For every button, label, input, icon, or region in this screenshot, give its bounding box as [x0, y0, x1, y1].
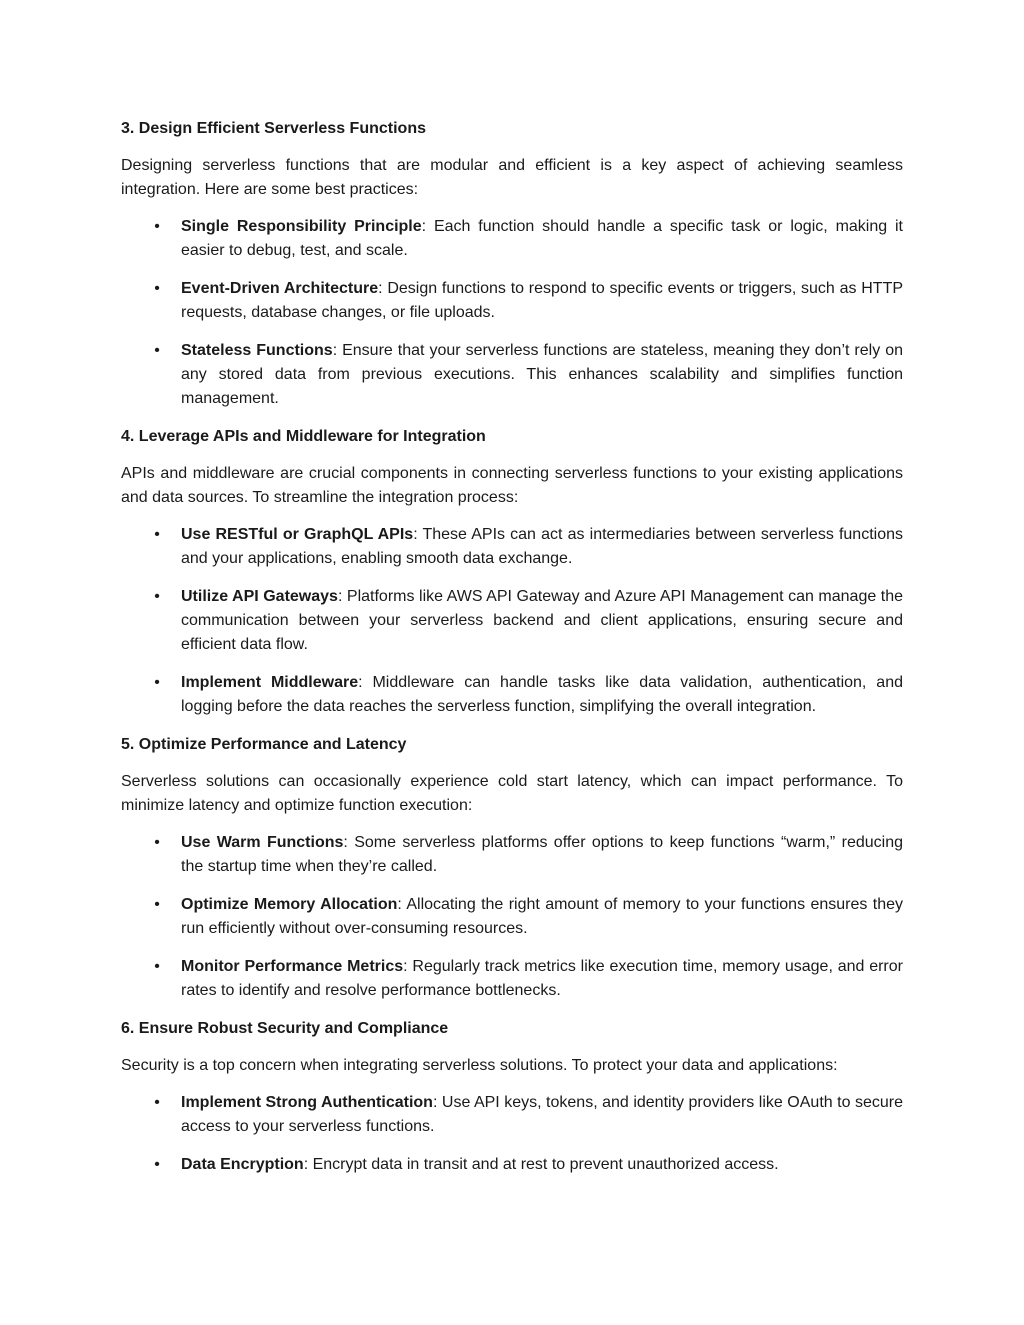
bullet-icon: •: [154, 674, 160, 691]
item-text: : Ensure that your serverless functions are stateless, meaning they don’t rely on any stored data from previous executions. This enhances scalability and simplifies function management.: [181, 342, 903, 407]
section-heading: 4. Leverage APIs and Middleware for Integration: [121, 428, 486, 445]
list-item: [121, 671, 903, 719]
bullet-icon: •: [154, 896, 160, 913]
section-intro: Security is a top concern when integrating serverless solutions. To protect your data and applications:: [121, 1057, 838, 1074]
section-heading: 5. Optimize Performance and Latency: [121, 736, 407, 753]
list-item: [121, 523, 903, 571]
bullet-icon: •: [154, 526, 160, 543]
list-item: [121, 215, 903, 263]
item-term: Single Responsibility Principle: [181, 218, 422, 235]
section-heading: 3. Design Efficient Serverless Functions: [121, 120, 426, 137]
item-text: : Allocating the right amount of memory to your functions ensures they run efficiently without over-consuming resources.: [181, 896, 903, 937]
item-text: : These APIs can act as intermediaries between serverless functions and your applications, enabling smooth data exchange.: [181, 526, 904, 567]
bullet-list: [121, 215, 903, 411]
bullet-icon: •: [154, 218, 160, 235]
list-item: [121, 831, 903, 879]
bullet-list: [121, 1091, 903, 1177]
item-text: : Use API keys, tokens, and identity providers like OAuth to secure access to your serverless functions.: [181, 1094, 904, 1135]
bullet-icon: •: [154, 1156, 160, 1173]
list-item: [121, 955, 903, 1003]
list-item: [121, 277, 903, 325]
item-text: : Regularly track metrics like execution time, memory usage, and error rates to identify and resolve performance bottlenecks.: [181, 958, 903, 999]
item-text: : Encrypt data in transit and at rest to prevent unauthorized access.: [303, 1156, 779, 1173]
item-text: : Design functions to respond to specific events or triggers, such as HTTP requests, database changes, or file uploads.: [181, 280, 904, 321]
item-term: Stateless Functions: [181, 342, 333, 359]
section-intro: Designing serverless functions that are modular and efficient is a key aspect of achieving seamless integration. Here are some best practices:: [121, 157, 903, 198]
item-term: Use Warm Functions: [181, 834, 344, 851]
list-item: [121, 1153, 903, 1177]
list-item: [121, 893, 903, 941]
item-term: Optimize Memory Allocation: [181, 896, 398, 913]
bullet-icon: •: [154, 834, 160, 851]
list-item: [121, 585, 903, 657]
item-term: Event-Driven Architecture: [181, 280, 379, 297]
bullet-list: [121, 831, 903, 1003]
item-term: Data Encryption: [181, 1156, 304, 1173]
document-page: [121, 117, 903, 1191]
bullet-icon: •: [154, 1094, 160, 1111]
item-term: Monitor Performance Metrics: [181, 958, 404, 975]
item-term: Implement Middleware: [181, 674, 359, 691]
section-performance-latency: [121, 733, 903, 1003]
item-term: Implement Strong Authentication: [181, 1094, 433, 1111]
list-item: [121, 339, 903, 411]
section-security-compliance: [121, 1017, 903, 1177]
item-text: : Some serverless platforms offer options to keep functions “warm,” reducing the startup time when they’re called.: [181, 834, 903, 875]
section-apis-middleware: [121, 425, 903, 719]
item-term: Utilize API Gateways: [181, 588, 338, 605]
section-intro: Serverless solutions can occasionally experience cold start latency, which can impact performance. To minimize latency and optimize function execution:: [121, 773, 903, 814]
section-heading: 6. Ensure Robust Security and Compliance: [121, 1020, 449, 1037]
bullet-icon: •: [154, 280, 160, 297]
item-text: : Middleware can handle tasks like data validation, authentication, and logging before the data reaches the serverless function, simplifying the overall integration.: [181, 674, 904, 715]
item-term: Use RESTful or GraphQL APIs: [181, 526, 414, 543]
bullet-icon: •: [154, 958, 160, 975]
bullet-list: [121, 523, 903, 719]
section-intro: APIs and middleware are crucial components in connecting serverless functions to your existing applications and data sources. To streamline the integration process:: [121, 465, 903, 506]
section-design-functions: [121, 117, 903, 411]
item-text: : Platforms like AWS API Gateway and Azure API Management can manage the communication between your serverless backend and client applications, ensuring secure and efficient data flow.: [181, 588, 903, 653]
item-text: : Each function should handle a specific task or logic, making it easier to debug, test, and scale.: [181, 218, 904, 259]
bullet-icon: •: [154, 588, 160, 605]
list-item: [121, 1091, 903, 1139]
bullet-icon: •: [154, 342, 160, 359]
